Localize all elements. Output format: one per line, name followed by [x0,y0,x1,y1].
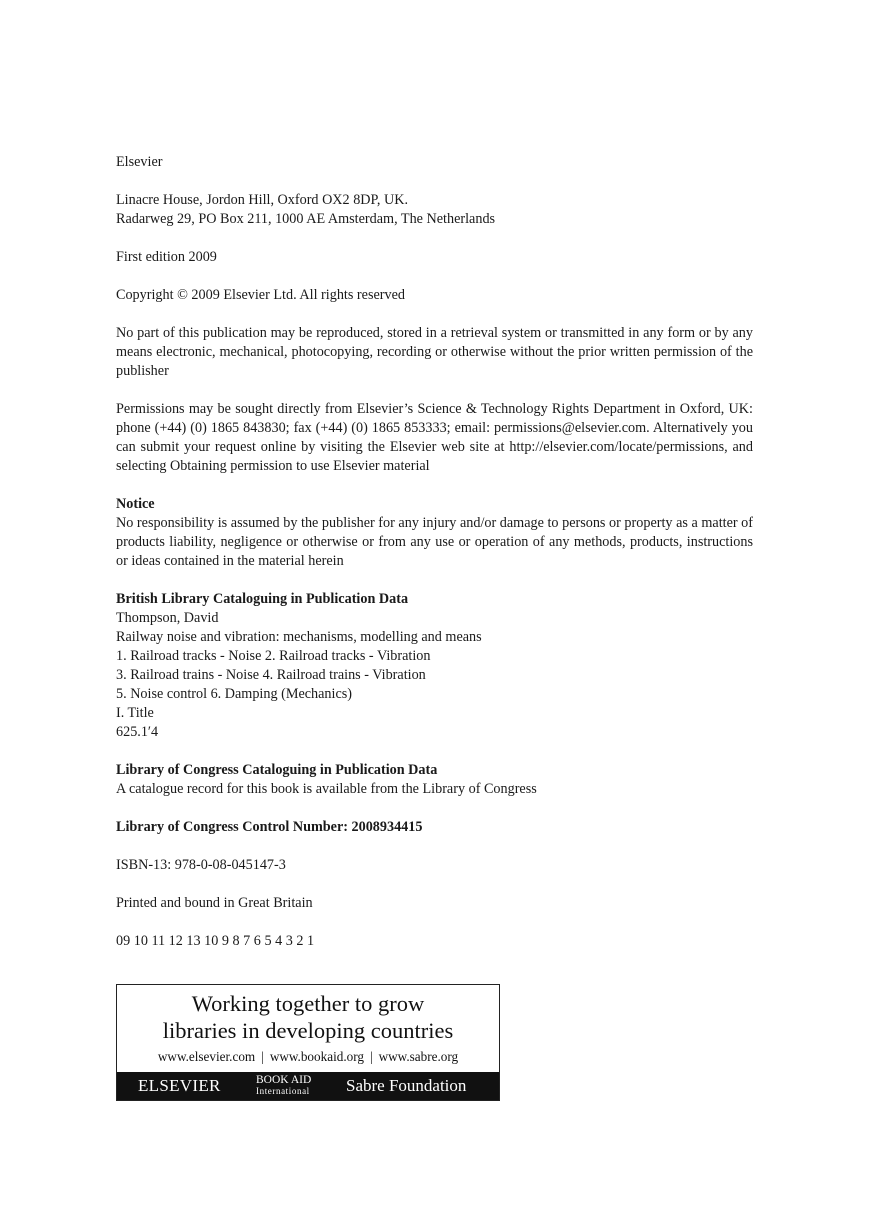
bl-line-author: Thompson, David [116,610,219,626]
edition-block [116,248,753,267]
bl-line-subjects-2: 3. Railroad trains - Noise 4. Railroad trains - Vibration [116,667,426,683]
bl-line-subjects-3: 5. Noise control 6. Damping (Mechanics) [116,686,353,702]
bookaid-logo-sub: International [256,1086,310,1096]
notice-block [116,495,753,571]
no-part-paragraph: No part of this publication may be reproduced, stored in a retrieval system or transmitted in any form or by any means electronic, mechanical, photocopying, recording or otherwise without the prior written permission of the publisher [116,325,753,379]
bl-line-title-entry: I. Title [116,705,154,721]
book-aid-urls [117,1049,499,1065]
elsevier-logo: ELSEVIER [138,1076,221,1095]
copyright-page [116,153,753,970]
printed-block [116,894,753,913]
url-elsevier[interactable]: www.elsevier.com [157,1049,256,1064]
book-aid-headline-line-2: libraries in developing countries [162,1018,454,1043]
bl-line-classification: 625.1′4 [116,724,159,740]
notice-heading: Notice [116,496,155,512]
url-separator: | [261,1049,264,1064]
isbn-line: ISBN-13: 978-0-08-045147-3 [116,857,286,873]
addresses-block [116,191,753,229]
print-line: 09 10 11 12 13 10 9 8 7 6 5 4 3 2 1 [116,933,315,949]
book-aid-banner [116,984,500,1101]
notice-text: No responsibility is assumed by the publisher for any injury and/or damage to persons or property as a matter of products liability, negligence or otherwise or from any use or operation of any methods, products, instructions or ideas contained in the material herein [116,515,753,569]
address-oxford: Linacre House, Jordon Hill, Oxford OX2 8DP, UK. [116,192,408,208]
no-part-block [116,324,753,381]
british-library-block [116,590,753,742]
url-separator: | [369,1049,373,1064]
library-of-congress-block [116,761,753,799]
bl-line-title: Railway noise and vibration: mechanisms, modelling and means [116,629,482,645]
print-line-block [116,932,753,951]
loc-heading: Library of Congress Cataloguing in Publication Data [116,762,438,778]
loc-text: A catalogue record for this book is available from the Library of Congress [116,781,537,797]
bookaid-logo-main: BOOK AID [256,1074,312,1086]
book-aid-headline [117,990,499,1044]
printed-line: Printed and bound in Great Britain [116,895,313,911]
copyright-block [116,286,753,305]
permissions-paragraph: Permissions may be sought directly from Elsevier’s Science & Technology Rights Department in Oxford, UK: phone (+44) (0) 1865 843830; fax (+44) (0) 1865 853333; email: permissions@elsevier.com. Alternatively you can submit your request online by visiting the Elsevier web site at http://elsevier.com/locate/permissions, and selecting Obtaining permission to use Elsevier material [116,401,753,474]
sponsor-logo-bar [117,1072,499,1100]
edition-line: First edition 2009 [116,249,217,265]
url-bookaid[interactable]: www.bookaid.org [269,1049,364,1064]
sabre-foundation-logo: Sabre Foundation [346,1076,467,1095]
isbn-block [116,856,753,875]
control-number: Library of Congress Control Number: 2008934415 [116,819,423,835]
url-sabre[interactable]: www.sabre.org [378,1049,459,1064]
copyright-line: Copyright © 2009 Elsevier Ltd. All rights reserved [116,287,405,303]
bookaid-logo [256,1075,311,1103]
publisher-name: Elsevier [116,154,163,170]
bl-line-subjects-1: 1. Railroad tracks - Noise 2. Railroad tracks - Vibration [116,648,431,664]
british-library-heading: British Library Cataloguing in Publication Data [116,591,409,607]
publisher-name-block [116,153,753,172]
control-number-block [116,818,753,837]
address-amsterdam: Radarweg 29, PO Box 211, 1000 AE Amsterdam, The Netherlands [116,211,496,227]
permissions-block [116,400,753,476]
book-aid-headline-line-1: Working together to grow [191,991,425,1016]
